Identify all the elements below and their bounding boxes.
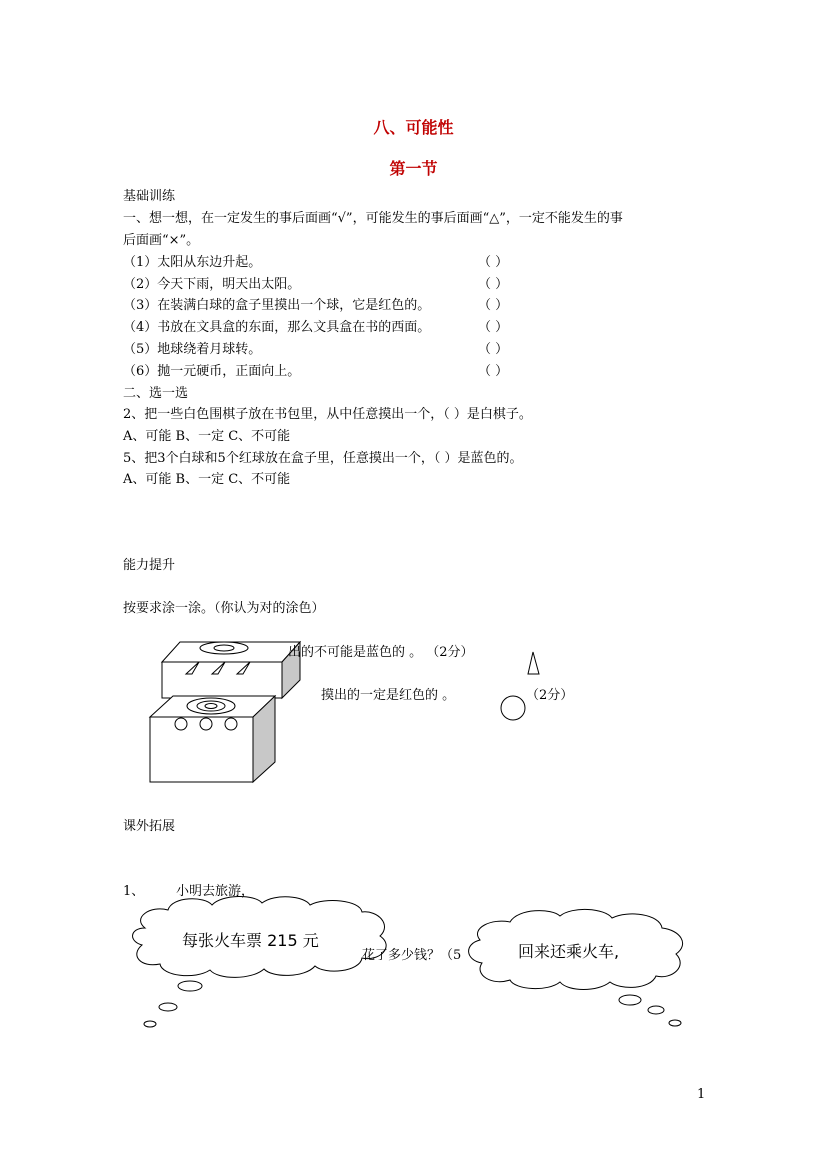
coloring-instruction: 按要求涂一涂。（你认为对的涂色） — [123, 601, 325, 616]
thought-bubble-1 — [133, 896, 387, 1027]
thought-bubble-2 — [469, 909, 683, 1026]
answer-blank[interactable]: （ ） — [478, 342, 509, 357]
bubble-text-2: 回来还乘火车, — [518, 942, 620, 961]
section-heading-extension: 课外拓展 — [123, 819, 176, 834]
question-options: A、可能 B、一定 C、不可能 — [123, 472, 291, 487]
list-item: （6）抛一元硬币，正面向上。 — [123, 364, 301, 379]
list-item: （2）今天下雨，明天出太阳。 — [123, 277, 301, 292]
list-item: （1）太阳从东边升起。 — [123, 255, 262, 270]
list-item: （4）书放在文具盒的东面，那么文具盒在书的西面。 — [123, 320, 431, 335]
extension-number: 1、 — [123, 884, 145, 899]
ball-icon — [501, 696, 525, 720]
list-item: （3）在装满白球的盒子里摸出一个球，它是红色的。 — [123, 298, 431, 313]
partially-hidden-text: 花了多少钱？（5 — [362, 948, 462, 963]
coloring-question-1: 出的不可能是蓝色的 。 （2分） — [288, 645, 474, 660]
extension-text: 小明去旅游， — [176, 884, 255, 899]
cone-icon — [528, 652, 539, 674]
question-intro-cont: 后面画“×”。 — [123, 233, 200, 248]
answer-blank[interactable]: （ ） — [478, 320, 509, 335]
circle-icon — [175, 718, 237, 730]
coloring-score: （2分） — [526, 688, 574, 703]
section-heading-ability: 能力提升 — [123, 558, 176, 573]
question-item: 5、把3个白球和5个红球放在盒子里，任意摸出一个，（ ）是蓝色的。 — [123, 451, 523, 466]
answer-blank[interactable]: （ ） — [478, 298, 509, 313]
page-title: 八、可能性 — [373, 118, 454, 137]
answer-blank[interactable]: （ ） — [478, 255, 509, 270]
section-heading-basic: 基础训练 — [123, 189, 176, 204]
question-item: 2、把一些白色围棋子放在书包里，从中任意摸出一个，（ ）是白棋子。 — [123, 407, 532, 422]
bubble-text-1: 每张火车票 215 元 — [182, 931, 319, 950]
question-heading: 二、选一选 — [123, 386, 189, 401]
answer-blank[interactable]: （ ） — [478, 277, 509, 292]
question-options: A、可能 B、一定 C、不可能 — [123, 429, 291, 444]
lower-box-figure — [150, 696, 275, 782]
question-intro: 一、想一想，在一定发生的事后面画“√”，可能发生的事后面画“△”，一定不能发生的事 — [123, 211, 623, 226]
page-number: 1 — [697, 1087, 706, 1102]
upper-box-figure — [162, 642, 300, 698]
coloring-question-2: 摸出的一定是红色的 。 — [321, 688, 456, 703]
section-title: 第一节 — [389, 159, 438, 178]
answer-blank[interactable]: （ ） — [478, 364, 509, 379]
list-item: （5）地球绕着月球转。 — [123, 342, 262, 357]
